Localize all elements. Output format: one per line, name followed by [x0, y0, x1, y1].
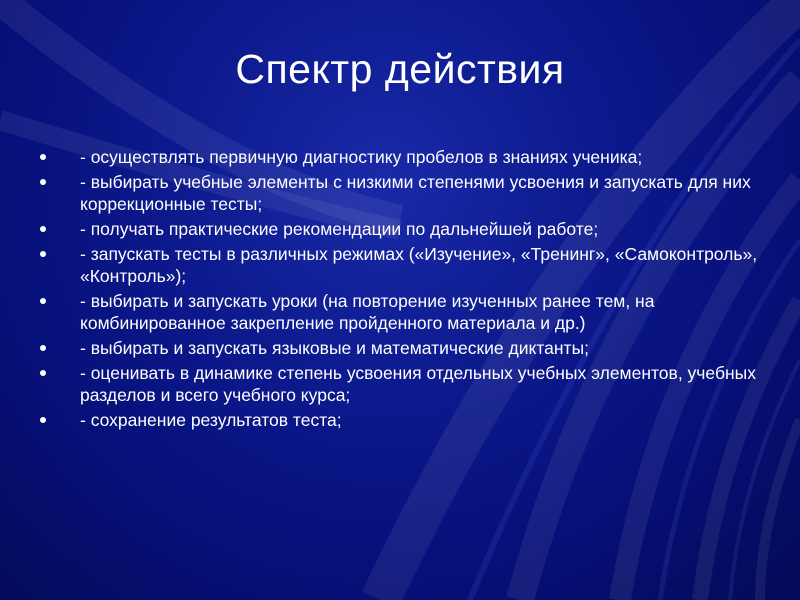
bullet-icon — [40, 226, 46, 232]
bullet-list — [40, 146, 760, 434]
bullet-icon — [40, 298, 46, 304]
list-item-text: - оценивать в динамике степень усвоения отдельных учебных элементов, учебных разделов и всего учебного курса; — [80, 363, 756, 405]
bullet-icon — [40, 370, 46, 376]
list-item — [40, 337, 760, 359]
list-item — [40, 243, 760, 287]
slide-title: Спектр действия — [235, 46, 565, 92]
list-item-text: - запускать тесты в различных режимах («Изучение», «Тренинг», «Самоконтроль», «Контроль»); — [80, 244, 758, 286]
bullet-icon — [40, 417, 46, 423]
list-item-text: - выбирать и запускать уроки (на повторение изученных ранее тем, на комбинированное закрепление пройденного материала и др.) — [80, 291, 655, 333]
list-item-text: - выбирать учебные элементы с низкими степенями усвоения и запускать для них коррекционные тесты; — [80, 172, 751, 214]
list-item — [40, 171, 760, 215]
list-item — [40, 146, 760, 168]
list-item-text: - осуществлять первичную диагностику пробелов в знаниях ученика; — [80, 147, 643, 167]
list-item — [40, 218, 760, 240]
bullet-icon — [40, 179, 46, 185]
list-item-text: - получать практические рекомендации по дальнейшей работе; — [80, 219, 599, 239]
list-item — [40, 409, 760, 431]
list-item-text: - сохранение результатов теста; — [80, 410, 342, 430]
list-item-text: - выбирать и запускать языковые и математические диктанты; — [80, 338, 590, 358]
list-item — [40, 362, 760, 406]
list-item — [40, 290, 760, 334]
bullet-icon — [40, 154, 46, 160]
bullet-icon — [40, 345, 46, 351]
bullet-icon — [40, 251, 46, 257]
